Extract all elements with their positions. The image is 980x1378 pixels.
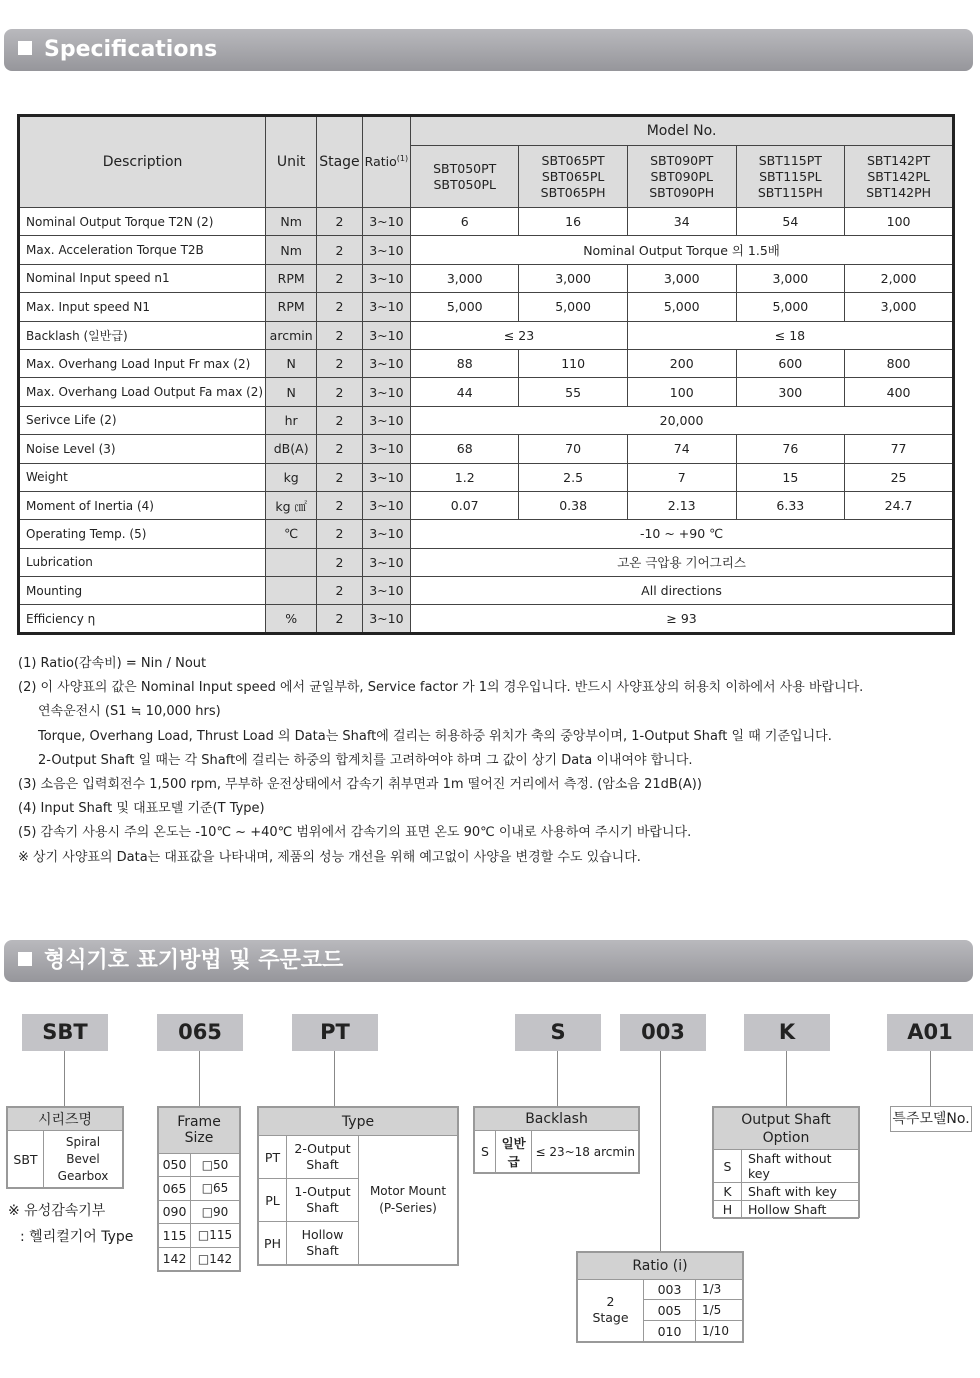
row-unit <box>266 577 317 605</box>
row-stage: 2 <box>317 463 362 491</box>
code-ratio: 003 <box>620 1014 706 1051</box>
note-2b: Torque, Overhang Load, Thrust Load 의 Data는 Shaft에 걸리는 허용하중 위치가 축의 중앙부이며, 1-Output Shaft 일 때 기준입니다. <box>38 728 832 744</box>
row-stage: 2 <box>317 605 362 633</box>
output-desc: Hollow Shaft <box>742 1201 859 1219</box>
row-unit: arcmin <box>266 321 317 349</box>
frame-size-box <box>157 1106 241 1272</box>
output-row <box>714 1183 859 1201</box>
ratio-code: 003 <box>644 1279 696 1300</box>
spec-row <box>19 321 954 349</box>
row-description: Serivce Life (2) <box>19 406 266 434</box>
series-note-2: : 헬리컬기어 Type <box>20 1229 134 1245</box>
row-value: 44 <box>411 378 519 406</box>
row-value: 3,000 <box>627 264 736 292</box>
header-description: Description <box>19 116 266 208</box>
frame-row <box>159 1224 240 1247</box>
output-code: H <box>714 1201 742 1219</box>
spec-row <box>19 264 954 292</box>
special-model-box: 특주모델No. <box>890 1106 972 1132</box>
model-header: SBT050PT SBT050PL <box>411 146 519 208</box>
row-unit <box>266 548 317 576</box>
note-3: (3) 소음은 입력회전수 1,500 rpm, 무부하 운전상태에서 감속기 취부면과 1m 떨어진 거리에서 측정. (암소음 21dB(A)) <box>18 777 702 793</box>
ratio-value: 1/10 <box>696 1321 743 1342</box>
ratio-label: Ratio <box>364 154 397 170</box>
code-special: A01 <box>887 1014 973 1051</box>
frame-row <box>159 1177 240 1200</box>
code-frame: 065 <box>157 1014 243 1051</box>
frame-size: □142 <box>191 1247 240 1271</box>
row-stage: 2 <box>317 378 362 406</box>
row-ratio: 3~10 <box>362 435 410 463</box>
row-description: Max. Overhang Load Output Fa max (2) <box>19 378 266 406</box>
row-value: 15 <box>736 463 845 491</box>
ratio-stage: 2 Stage <box>578 1279 644 1341</box>
row-stage: 2 <box>317 264 362 292</box>
row-value: 34 <box>627 208 736 236</box>
row-value: All directions <box>411 577 954 605</box>
frame-row <box>159 1200 240 1223</box>
row-stage: 2 <box>317 577 362 605</box>
row-value: 5,000 <box>519 293 628 321</box>
row-value: 54 <box>736 208 845 236</box>
header-unit: Unit <box>266 116 317 208</box>
row-ratio: 3~10 <box>362 236 410 264</box>
model-header: SBT142PT SBT142PL SBT142PH <box>845 146 954 208</box>
spec-row <box>19 208 954 236</box>
row-ratio: 3~10 <box>362 406 410 434</box>
row-value: 74 <box>627 435 736 463</box>
row-unit: kg ㎠ <box>266 491 317 519</box>
code-type: PT <box>292 1014 378 1051</box>
series-note-1: ※ 유성감속기부 <box>8 1203 106 1219</box>
spec-row <box>19 378 954 406</box>
model-header: SBT090PT SBT090PL SBT090PH <box>627 146 736 208</box>
frame-row <box>159 1153 240 1176</box>
type-desc: 1-Output Shaft <box>287 1179 359 1222</box>
output-shaft-box <box>712 1106 860 1218</box>
specifications-header <box>4 29 973 71</box>
row-value: 600 <box>736 349 845 377</box>
row-unit: % <box>266 605 317 633</box>
connector-line <box>199 1051 200 1106</box>
row-value: 3,000 <box>736 264 845 292</box>
output-code: S <box>714 1150 742 1183</box>
frame-size: □90 <box>191 1200 240 1223</box>
type-code: PH <box>259 1222 287 1265</box>
row-value: 5,000 <box>411 293 519 321</box>
row-ratio: 3~10 <box>362 378 410 406</box>
order-code-header <box>4 940 973 982</box>
row-value: 68 <box>411 435 519 463</box>
ratio-note: (1) <box>396 154 409 164</box>
row-ratio: 3~10 <box>362 491 410 519</box>
connector-line <box>334 1051 335 1106</box>
row-ratio: 3~10 <box>362 548 410 576</box>
row-description: Mounting <box>19 577 266 605</box>
spec-row <box>19 293 954 321</box>
order-code-title: 형식기호 표기방법 및 주문코드 <box>44 948 344 973</box>
spec-row <box>19 520 954 548</box>
ratio-code: 005 <box>644 1300 696 1321</box>
row-value: 24.7 <box>845 491 954 519</box>
series-title: 시리즈명 <box>8 1108 123 1131</box>
row-description: Max. Input speed N1 <box>19 293 266 321</box>
type-title: Type <box>259 1108 458 1136</box>
type-row <box>259 1136 458 1179</box>
spec-row <box>19 548 954 576</box>
backlash-value: ≤ 23~18 arcmin <box>532 1131 639 1173</box>
row-value: ≤ 18 <box>627 321 953 349</box>
spec-row <box>19 491 954 519</box>
series-note <box>8 1198 133 1250</box>
row-description: Max. Overhang Load Input Fr max (2) <box>19 349 266 377</box>
row-description: Nominal Input speed n1 <box>19 264 266 292</box>
connector-line <box>660 1051 661 1251</box>
row-value: 76 <box>736 435 845 463</box>
row-unit: dB(A) <box>266 435 317 463</box>
specifications-table <box>17 114 955 635</box>
row-ratio: 3~10 <box>362 321 410 349</box>
specifications-title: Specifications <box>44 37 218 62</box>
row-unit: RPM <box>266 293 317 321</box>
row-value: 100 <box>627 378 736 406</box>
row-value: 77 <box>845 435 954 463</box>
row-value: 20,000 <box>411 406 954 434</box>
connector-line <box>557 1051 558 1106</box>
type-code: PL <box>259 1179 287 1222</box>
row-value: 3,000 <box>519 264 628 292</box>
spec-row <box>19 577 954 605</box>
row-description: Operating Temp. (5) <box>19 520 266 548</box>
row-value: Nominal Output Torque 의 1.5배 <box>411 236 954 264</box>
row-value: 6.33 <box>736 491 845 519</box>
row-unit: ℃ <box>266 520 317 548</box>
row-unit: Nm <box>266 236 317 264</box>
row-unit: kg <box>266 463 317 491</box>
motor-mount: Motor Mount (P-Series) <box>359 1136 458 1265</box>
row-value: 3,000 <box>411 264 519 292</box>
row-value: -10 ~ +90 ℃ <box>411 520 954 548</box>
frame-size: □50 <box>191 1153 240 1176</box>
frame-size: □65 <box>191 1177 240 1200</box>
frame-code: 050 <box>159 1153 191 1176</box>
row-description: Noise Level (3) <box>19 435 266 463</box>
frame-code: 090 <box>159 1200 191 1223</box>
ratio-value: 1/3 <box>696 1279 743 1300</box>
row-value: 400 <box>845 378 954 406</box>
row-unit: RPM <box>266 264 317 292</box>
row-stage: 2 <box>317 520 362 548</box>
note-2a: 연속운전시 (S1 ≒ 10,000 hrs) <box>38 704 221 720</box>
row-value: 고온 극압용 기어그리스 <box>411 548 954 576</box>
note-1: (1) Ratio(감속비) = Nin / Nout <box>18 656 207 671</box>
frame-row <box>159 1247 240 1271</box>
row-value: 5,000 <box>736 293 845 321</box>
output-row <box>714 1201 859 1219</box>
frame-size-title: Frame Size <box>159 1108 240 1154</box>
row-value: 5,000 <box>627 293 736 321</box>
row-unit: N <box>266 349 317 377</box>
row-unit: hr <box>266 406 317 434</box>
row-value: 7 <box>627 463 736 491</box>
row-stage: 2 <box>317 435 362 463</box>
spec-row <box>19 463 954 491</box>
type-desc: Hollow Shaft <box>287 1222 359 1265</box>
spec-notes <box>18 652 863 870</box>
row-value: 88 <box>411 349 519 377</box>
row-ratio: 3~10 <box>362 293 410 321</box>
row-description: Backlash (일반급) <box>19 321 266 349</box>
connector-line <box>930 1051 931 1106</box>
square-bullet-icon <box>18 952 32 966</box>
row-stage: 2 <box>317 548 362 576</box>
code-series: SBT <box>22 1014 108 1051</box>
backlash-code: S <box>475 1131 496 1173</box>
ratio-row <box>578 1279 743 1300</box>
row-ratio: 3~10 <box>362 208 410 236</box>
type-desc: 2-Output Shaft <box>287 1136 359 1179</box>
row-description: Moment of Inertia (4) <box>19 491 266 519</box>
row-value: 1.2 <box>411 463 519 491</box>
backlash-grade: 일반급 <box>495 1131 532 1173</box>
row-value: 16 <box>519 208 628 236</box>
model-header: SBT065PT SBT065PL SBT065PH <box>519 146 628 208</box>
ratio-value: 1/5 <box>696 1300 743 1321</box>
spec-row <box>19 236 954 264</box>
row-value: 110 <box>519 349 628 377</box>
frame-code: 065 <box>159 1177 191 1200</box>
row-stage: 2 <box>317 491 362 519</box>
header-stage: Stage <box>317 116 362 208</box>
row-description: Weight <box>19 463 266 491</box>
series-code: SBT <box>8 1131 44 1188</box>
code-backlash: S <box>515 1014 601 1051</box>
ratio-box <box>576 1251 744 1343</box>
row-stage: 2 <box>317 349 362 377</box>
output-shaft-title: Output Shaft Option <box>714 1108 859 1150</box>
note-2: (2) 이 사양표의 값은 Nominal Input speed 에서 균일부하, Service factor 가 1의 경우입니다. 반드시 사양표상의 허용치 이하에서 사용 바랍니다. <box>18 680 864 696</box>
row-description: Efficiency η <box>19 605 266 633</box>
header-ratio <box>362 116 410 208</box>
output-desc: Shaft with key <box>742 1183 859 1201</box>
row-stage: 2 <box>317 406 362 434</box>
connector-line <box>64 1051 65 1106</box>
row-unit: Nm <box>266 208 317 236</box>
row-value: 200 <box>627 349 736 377</box>
row-ratio: 3~10 <box>362 577 410 605</box>
row-value: ≥ 93 <box>411 605 954 633</box>
frame-code: 115 <box>159 1224 191 1247</box>
row-stage: 2 <box>317 293 362 321</box>
row-ratio: 3~10 <box>362 264 410 292</box>
row-value: 2.5 <box>519 463 628 491</box>
row-description: Max. Acceleration Torque T2B <box>19 236 266 264</box>
square-bullet-icon <box>18 41 32 55</box>
type-code: PT <box>259 1136 287 1179</box>
row-value: 0.38 <box>519 491 628 519</box>
row-ratio: 3~10 <box>362 349 410 377</box>
row-value: 6 <box>411 208 519 236</box>
row-value: 800 <box>845 349 954 377</box>
row-description: Lubrication <box>19 548 266 576</box>
note-4: (4) Input Shaft 및 대표모델 기준(T Type) <box>18 801 265 817</box>
ratio-code: 010 <box>644 1321 696 1342</box>
row-value: ≤ 23 <box>411 321 628 349</box>
frame-code: 142 <box>159 1247 191 1271</box>
row-stage: 2 <box>317 321 362 349</box>
row-value: 0.07 <box>411 491 519 519</box>
row-stage: 2 <box>317 208 362 236</box>
note-2c: 2-Output Shaft 일 때는 각 Shaft에 걸리는 하중의 합계치를 고려하여야 하며 그 값이 상기 Data 이내여야 합니다. <box>38 752 693 768</box>
row-value: 2.13 <box>627 491 736 519</box>
row-value: 3,000 <box>845 293 954 321</box>
series-box <box>6 1106 124 1189</box>
spec-row <box>19 435 954 463</box>
series-desc: Spiral Bevel Gearbox <box>44 1131 123 1188</box>
ratio-title: Ratio (i) <box>578 1253 743 1280</box>
model-header: SBT115PT SBT115PL SBT115PH <box>736 146 845 208</box>
row-description: Nominal Output Torque T2N (2) <box>19 208 266 236</box>
note-5: (5) 감속기 사용시 주의 온도는 -10℃ ~ +40℃ 범위에서 감속기의 표면 온도 90℃ 이내로 사용하여 주시기 바랍니다. <box>18 825 692 841</box>
type-box <box>257 1106 459 1266</box>
row-ratio: 3~10 <box>362 520 410 548</box>
spec-row <box>19 349 954 377</box>
row-stage: 2 <box>317 236 362 264</box>
frame-size: □115 <box>191 1224 240 1247</box>
row-value: 100 <box>845 208 954 236</box>
row-value: 300 <box>736 378 845 406</box>
spec-row <box>19 605 954 633</box>
code-output: K <box>744 1014 830 1051</box>
backlash-box <box>473 1106 640 1174</box>
note-disclaimer: ※ 상기 사양표의 Data는 대표값을 나타내며, 제품의 성능 개선을 위해 예고없이 사양을 변경할 수도 있습니다. <box>18 849 641 865</box>
output-code: K <box>714 1183 742 1201</box>
spec-row <box>19 406 954 434</box>
row-ratio: 3~10 <box>362 463 410 491</box>
output-desc: Shaft without key <box>742 1150 859 1183</box>
row-value: 25 <box>845 463 954 491</box>
row-value: 2,000 <box>845 264 954 292</box>
row-value: 55 <box>519 378 628 406</box>
output-row <box>714 1150 859 1183</box>
row-unit: N <box>266 378 317 406</box>
row-ratio: 3~10 <box>362 605 410 633</box>
header-model-no: Model No. <box>411 116 954 146</box>
row-value: 70 <box>519 435 628 463</box>
connector-line <box>786 1051 787 1106</box>
backlash-title: Backlash <box>475 1108 639 1131</box>
